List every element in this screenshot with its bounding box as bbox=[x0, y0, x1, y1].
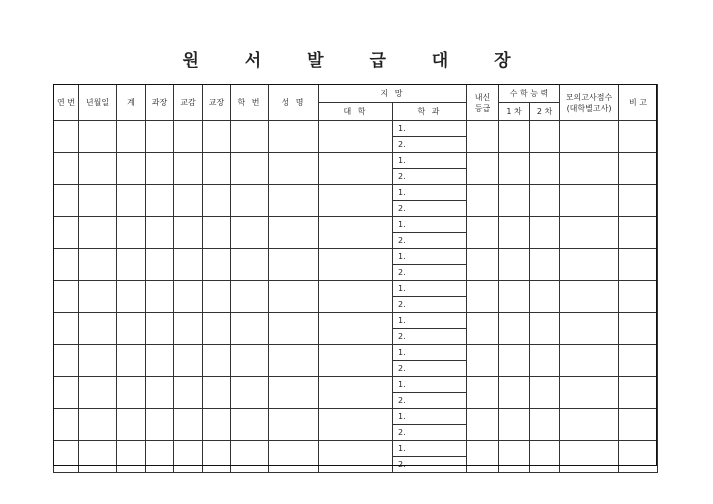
cell-birthdate[interactable] bbox=[79, 345, 117, 377]
header-mock-line1: 모의고사점수 bbox=[565, 92, 613, 102]
header-choice: 지 망 bbox=[319, 85, 467, 103]
cell-remarks[interactable] bbox=[619, 153, 658, 185]
cell-serial[interactable] bbox=[54, 121, 79, 153]
cell-gwajang[interactable] bbox=[146, 313, 174, 345]
cell-mock[interactable] bbox=[560, 185, 619, 217]
cell-department-choice[interactable]: 2. bbox=[393, 233, 467, 249]
header-remarks: 비 고 bbox=[619, 85, 658, 121]
cell-birthdate[interactable] bbox=[79, 153, 117, 185]
table-row bbox=[54, 217, 658, 233]
cell-remarks[interactable] bbox=[619, 185, 658, 217]
register-table bbox=[53, 84, 658, 473]
cell-mock[interactable] bbox=[560, 377, 619, 409]
cell-department-choice[interactable]: 2. bbox=[393, 393, 467, 409]
table-row bbox=[54, 409, 658, 425]
cell-student-no[interactable] bbox=[231, 281, 269, 313]
table-row bbox=[54, 185, 658, 201]
cell-department-choice[interactable]: 1. bbox=[393, 121, 467, 137]
cell-gye[interactable] bbox=[117, 217, 146, 249]
cell-name[interactable] bbox=[269, 249, 319, 281]
cell-gwajang[interactable] bbox=[146, 441, 174, 473]
cell-gyogam[interactable] bbox=[174, 281, 203, 313]
cell-department-choice[interactable]: 2. bbox=[393, 425, 467, 441]
cell-student-no[interactable] bbox=[231, 409, 269, 441]
cell-second[interactable] bbox=[530, 377, 560, 409]
cell-university[interactable] bbox=[319, 313, 393, 345]
cell-department-choice[interactable]: 2. bbox=[393, 457, 467, 473]
header-gyogam: 교감 bbox=[174, 85, 203, 121]
cell-department-choice[interactable]: 1. bbox=[393, 153, 467, 169]
cell-student-no[interactable] bbox=[231, 377, 269, 409]
cell-gwajang[interactable] bbox=[146, 153, 174, 185]
cell-gyojang[interactable] bbox=[203, 281, 231, 313]
cell-mock[interactable] bbox=[560, 153, 619, 185]
cell-university[interactable] bbox=[319, 409, 393, 441]
cell-gye[interactable] bbox=[117, 121, 146, 153]
header-naesin-line2: 등급 bbox=[474, 103, 491, 113]
cell-remarks[interactable] bbox=[619, 313, 658, 345]
header-mock bbox=[560, 85, 619, 121]
cell-mock[interactable] bbox=[560, 345, 619, 377]
cell-department-choice[interactable]: 2. bbox=[393, 137, 467, 153]
cell-birthdate[interactable] bbox=[79, 281, 117, 313]
cell-remarks[interactable] bbox=[619, 345, 658, 377]
cell-student-no[interactable] bbox=[231, 345, 269, 377]
cell-serial[interactable] bbox=[54, 249, 79, 281]
cell-naesin[interactable] bbox=[467, 281, 499, 313]
cell-gwajang[interactable] bbox=[146, 185, 174, 217]
cell-first[interactable] bbox=[499, 281, 530, 313]
cell-serial[interactable] bbox=[54, 313, 79, 345]
cell-university[interactable] bbox=[319, 249, 393, 281]
cell-gyogam[interactable] bbox=[174, 345, 203, 377]
cell-name[interactable] bbox=[269, 345, 319, 377]
table-row bbox=[54, 249, 658, 265]
cell-university[interactable] bbox=[319, 185, 393, 217]
cell-university[interactable] bbox=[319, 153, 393, 185]
cell-gyogam[interactable] bbox=[174, 313, 203, 345]
header-student-no: 학 번 bbox=[231, 85, 269, 121]
cell-gyojang[interactable] bbox=[203, 153, 231, 185]
cell-department-choice[interactable]: 1. bbox=[393, 249, 467, 265]
table-row bbox=[54, 121, 658, 137]
cell-gwajang[interactable] bbox=[146, 281, 174, 313]
cell-gye[interactable] bbox=[117, 153, 146, 185]
table-row bbox=[54, 153, 658, 169]
cell-department-choice[interactable]: 2. bbox=[393, 201, 467, 217]
cell-department-choice[interactable]: 1. bbox=[393, 377, 467, 393]
cell-second[interactable] bbox=[530, 441, 560, 473]
table-row bbox=[54, 377, 658, 393]
cell-naesin[interactable] bbox=[467, 441, 499, 473]
header-first: 1 차 bbox=[499, 103, 530, 121]
cell-department-choice[interactable]: 1. bbox=[393, 313, 467, 329]
cell-gyojang[interactable] bbox=[203, 217, 231, 249]
cell-gyogam[interactable] bbox=[174, 441, 203, 473]
cell-name[interactable] bbox=[269, 185, 319, 217]
cell-department-choice[interactable]: 1. bbox=[393, 281, 467, 297]
cell-remarks[interactable] bbox=[619, 441, 658, 473]
cell-name[interactable] bbox=[269, 377, 319, 409]
cell-gye[interactable] bbox=[117, 185, 146, 217]
cell-second[interactable] bbox=[530, 217, 560, 249]
cell-department-choice[interactable]: 1. bbox=[393, 185, 467, 201]
cell-university[interactable] bbox=[319, 441, 393, 473]
cell-name[interactable] bbox=[269, 281, 319, 313]
cell-name[interactable] bbox=[269, 441, 319, 473]
cell-student-no[interactable] bbox=[231, 441, 269, 473]
cell-gwajang[interactable] bbox=[146, 121, 174, 153]
cell-naesin[interactable] bbox=[467, 185, 499, 217]
cell-gye[interactable] bbox=[117, 441, 146, 473]
header-mock-line2: (대학별고사) bbox=[566, 103, 612, 113]
cell-gwajang[interactable] bbox=[146, 345, 174, 377]
cell-gwajang[interactable] bbox=[146, 377, 174, 409]
cell-birthdate[interactable] bbox=[79, 121, 117, 153]
header-gyojang: 교장 bbox=[203, 85, 231, 121]
cell-gwajang[interactable] bbox=[146, 217, 174, 249]
header-birthdate: 년월일 bbox=[79, 85, 117, 121]
cell-second[interactable] bbox=[530, 153, 560, 185]
cell-second[interactable] bbox=[530, 409, 560, 441]
cell-birthdate[interactable] bbox=[79, 249, 117, 281]
cell-birthdate[interactable] bbox=[79, 217, 117, 249]
cell-second[interactable] bbox=[530, 281, 560, 313]
cell-mock[interactable] bbox=[560, 409, 619, 441]
cell-gyojang[interactable] bbox=[203, 313, 231, 345]
cell-remarks[interactable] bbox=[619, 281, 658, 313]
cell-gye[interactable] bbox=[117, 281, 146, 313]
cell-gwajang[interactable] bbox=[146, 409, 174, 441]
cell-gyogam[interactable] bbox=[174, 249, 203, 281]
cell-gyogam[interactable] bbox=[174, 409, 203, 441]
cell-serial[interactable] bbox=[54, 281, 79, 313]
cell-university[interactable] bbox=[319, 217, 393, 249]
cell-first[interactable] bbox=[499, 249, 530, 281]
cell-gyogam[interactable] bbox=[174, 377, 203, 409]
cell-gyojang[interactable] bbox=[203, 377, 231, 409]
cell-serial[interactable] bbox=[54, 217, 79, 249]
cell-birthdate[interactable] bbox=[79, 441, 117, 473]
header-naesin bbox=[467, 85, 499, 121]
cell-student-no[interactable] bbox=[231, 249, 269, 281]
header-gye: 계 bbox=[117, 85, 146, 121]
cell-birthdate[interactable] bbox=[79, 377, 117, 409]
cell-naesin[interactable] bbox=[467, 377, 499, 409]
cell-serial[interactable] bbox=[54, 185, 79, 217]
header-aptitude: 수 학 능 력 bbox=[499, 85, 560, 103]
table-row bbox=[54, 281, 658, 297]
header-university: 대 학 bbox=[319, 103, 393, 121]
cell-gyojang[interactable] bbox=[203, 185, 231, 217]
cell-first[interactable] bbox=[499, 185, 530, 217]
cell-first[interactable] bbox=[499, 217, 530, 249]
cell-second[interactable] bbox=[530, 185, 560, 217]
cell-gyogam[interactable] bbox=[174, 153, 203, 185]
cell-name[interactable] bbox=[269, 313, 319, 345]
cell-name[interactable] bbox=[269, 217, 319, 249]
cell-mock[interactable] bbox=[560, 441, 619, 473]
cell-department-choice[interactable]: 1. bbox=[393, 345, 467, 361]
cell-gye[interactable] bbox=[117, 313, 146, 345]
cell-gye[interactable] bbox=[117, 345, 146, 377]
cell-second[interactable] bbox=[530, 345, 560, 377]
cell-name[interactable] bbox=[269, 409, 319, 441]
cell-student-no[interactable] bbox=[231, 185, 269, 217]
header-name: 성 명 bbox=[269, 85, 319, 121]
cell-first[interactable] bbox=[499, 409, 530, 441]
cell-gyojang[interactable] bbox=[203, 121, 231, 153]
cell-department-choice[interactable]: 2. bbox=[393, 169, 467, 185]
cell-naesin[interactable] bbox=[467, 313, 499, 345]
cell-serial[interactable] bbox=[54, 409, 79, 441]
cell-department-choice[interactable]: 2. bbox=[393, 297, 467, 313]
cell-student-no[interactable] bbox=[231, 153, 269, 185]
cell-serial[interactable] bbox=[54, 153, 79, 185]
cell-mock[interactable] bbox=[560, 281, 619, 313]
cell-department-choice[interactable]: 2. bbox=[393, 361, 467, 377]
cell-naesin[interactable] bbox=[467, 121, 499, 153]
cell-gwajang[interactable] bbox=[146, 249, 174, 281]
cell-first[interactable] bbox=[499, 377, 530, 409]
cell-name[interactable] bbox=[269, 121, 319, 153]
cell-first[interactable] bbox=[499, 313, 530, 345]
cell-gyojang[interactable] bbox=[203, 409, 231, 441]
cell-department-choice[interactable]: 2. bbox=[393, 329, 467, 345]
cell-naesin[interactable] bbox=[467, 409, 499, 441]
cell-gye[interactable] bbox=[117, 409, 146, 441]
header-gwajang: 과장 bbox=[146, 85, 174, 121]
cell-gyogam[interactable] bbox=[174, 217, 203, 249]
cell-first[interactable] bbox=[499, 153, 530, 185]
cell-department-choice[interactable]: 1. bbox=[393, 441, 467, 457]
cell-mock[interactable] bbox=[560, 121, 619, 153]
cell-university[interactable] bbox=[319, 281, 393, 313]
header-serial: 연 번 bbox=[54, 85, 79, 121]
cell-remarks[interactable] bbox=[619, 377, 658, 409]
cell-serial[interactable] bbox=[54, 377, 79, 409]
cell-university[interactable] bbox=[319, 121, 393, 153]
page-title: 원 서 발 급 대 장 bbox=[182, 51, 531, 71]
table-row bbox=[54, 345, 658, 361]
cell-second[interactable] bbox=[530, 121, 560, 153]
cell-gyogam[interactable] bbox=[174, 121, 203, 153]
cell-serial[interactable] bbox=[54, 441, 79, 473]
cell-gyojang[interactable] bbox=[203, 441, 231, 473]
cell-birthdate[interactable] bbox=[79, 185, 117, 217]
cell-remarks[interactable] bbox=[619, 121, 658, 153]
cell-second[interactable] bbox=[530, 249, 560, 281]
cell-naesin[interactable] bbox=[467, 217, 499, 249]
cell-naesin[interactable] bbox=[467, 153, 499, 185]
cell-mock[interactable] bbox=[560, 217, 619, 249]
cell-second[interactable] bbox=[530, 313, 560, 345]
cell-naesin[interactable] bbox=[467, 249, 499, 281]
table-row bbox=[54, 313, 658, 329]
cell-gyogam[interactable] bbox=[174, 185, 203, 217]
cell-department-choice[interactable]: 2. bbox=[393, 265, 467, 281]
cell-mock[interactable] bbox=[560, 313, 619, 345]
cell-serial[interactable] bbox=[54, 345, 79, 377]
cell-university[interactable] bbox=[319, 377, 393, 409]
cell-birthdate[interactable] bbox=[79, 313, 117, 345]
header-department: 학 과 bbox=[393, 103, 467, 121]
cell-remarks[interactable] bbox=[619, 249, 658, 281]
cell-name[interactable] bbox=[269, 153, 319, 185]
cell-university[interactable] bbox=[319, 345, 393, 377]
cell-first[interactable] bbox=[499, 441, 530, 473]
table-row bbox=[54, 441, 658, 457]
cell-first[interactable] bbox=[499, 345, 530, 377]
cell-birthdate[interactable] bbox=[79, 409, 117, 441]
cell-first[interactable] bbox=[499, 121, 530, 153]
cell-mock[interactable] bbox=[560, 249, 619, 281]
cell-student-no[interactable] bbox=[231, 217, 269, 249]
cell-naesin[interactable] bbox=[467, 345, 499, 377]
cell-student-no[interactable] bbox=[231, 313, 269, 345]
cell-gyojang[interactable] bbox=[203, 249, 231, 281]
header-second: 2 차 bbox=[530, 103, 560, 121]
cell-department-choice[interactable]: 1. bbox=[393, 409, 467, 425]
header-naesin-line1: 내신 bbox=[474, 92, 491, 102]
cell-remarks[interactable] bbox=[619, 217, 658, 249]
cell-student-no[interactable] bbox=[231, 121, 269, 153]
cell-gye[interactable] bbox=[117, 377, 146, 409]
cell-gyojang[interactable] bbox=[203, 345, 231, 377]
cell-department-choice[interactable]: 1. bbox=[393, 217, 467, 233]
cell-gye[interactable] bbox=[117, 249, 146, 281]
cell-remarks[interactable] bbox=[619, 409, 658, 441]
